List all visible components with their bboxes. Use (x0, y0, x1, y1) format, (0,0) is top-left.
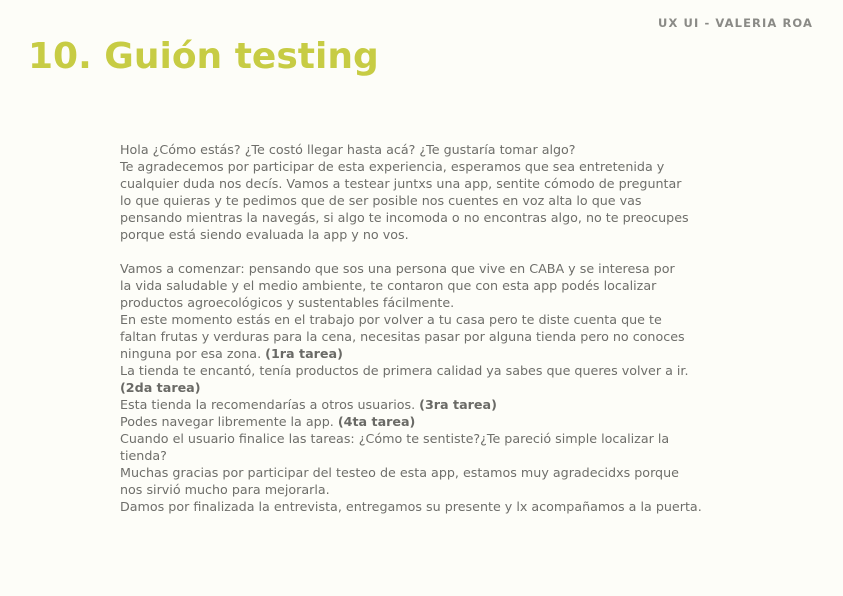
script-line: la vida saludable y el medio ambiente, te contaron que con esta app podés localizar (120, 278, 657, 293)
script-line: Muchas gracias por participar del testeo de esta app, estamos muy agradecidxs porque (120, 465, 679, 480)
script-line: Cuando el usuario finalice las tareas: ¿Cómo te sentiste?¿Te pareció simple localizar la (120, 431, 670, 446)
script-line-task-4 (120, 413, 750, 430)
page-title: 10. Guión testing (28, 36, 379, 77)
script-text: Esta tienda la recomendarías a otros usuarios. (120, 397, 420, 412)
script-line: pensando mientras la navegás, si algo te incomoda o no encontras algo, no te preocupes (120, 210, 689, 225)
script-line-task-2 (120, 379, 750, 396)
task-label: (1ra tarea) (265, 346, 343, 361)
script-line-task-1 (120, 345, 750, 362)
script-line: nos sirvió mucho para mejorarla. (120, 482, 330, 497)
script-text: Podes navegar libremente la app. (120, 414, 338, 429)
script-line: tienda? (120, 448, 167, 463)
paragraph-spacer (120, 243, 750, 260)
author-tag: UX UI - VALERIA ROA (658, 16, 813, 30)
testing-script (120, 141, 750, 515)
script-line-greeting: Hola ¿Cómo estás? ¿Te costó llegar hasta acá? ¿Te gustaría tomar algo? (120, 142, 576, 157)
script-line: faltan frutas y verduras para la cena, necesitas pasar por alguna tienda pero no conoces (120, 329, 685, 344)
task-label: (3ra tarea) (419, 397, 497, 412)
script-line: En este momento estás en el trabajo por volver a tu casa pero te diste cuenta que te (120, 312, 662, 327)
script-line: porque está siendo evaluada la app y no vos. (120, 227, 409, 242)
script-line: Vamos a comenzar: pensando que sos una persona que vive en CABA y se interesa por (120, 261, 675, 276)
script-line: cualquier duda nos decís. Vamos a testear juntxs una app, sentite cómodo de preguntar (120, 176, 682, 191)
script-line: lo que quieras y te pedimos que de ser posible nos cuentes en voz alta lo que vas (120, 193, 642, 208)
script-line-task-3 (120, 396, 750, 413)
script-line-closing: Damos por finalizada la entrevista, entregamos su presente y lx acompañamos a la puerta. (120, 499, 702, 514)
script-line: La tienda te encantó, tenía productos de primera calidad ya sabes que queres volver a ir. (120, 363, 689, 378)
task-label: (4ta tarea) (337, 414, 416, 429)
task-label: (2da tarea) (120, 380, 201, 395)
script-line: Te agradecemos por participar de esta experiencia, esperamos que sea entretenida y (120, 159, 665, 174)
script-text: ninguna por esa zona. (120, 346, 266, 361)
script-line: productos agroecológicos y sustentables fácilmente. (120, 295, 455, 310)
